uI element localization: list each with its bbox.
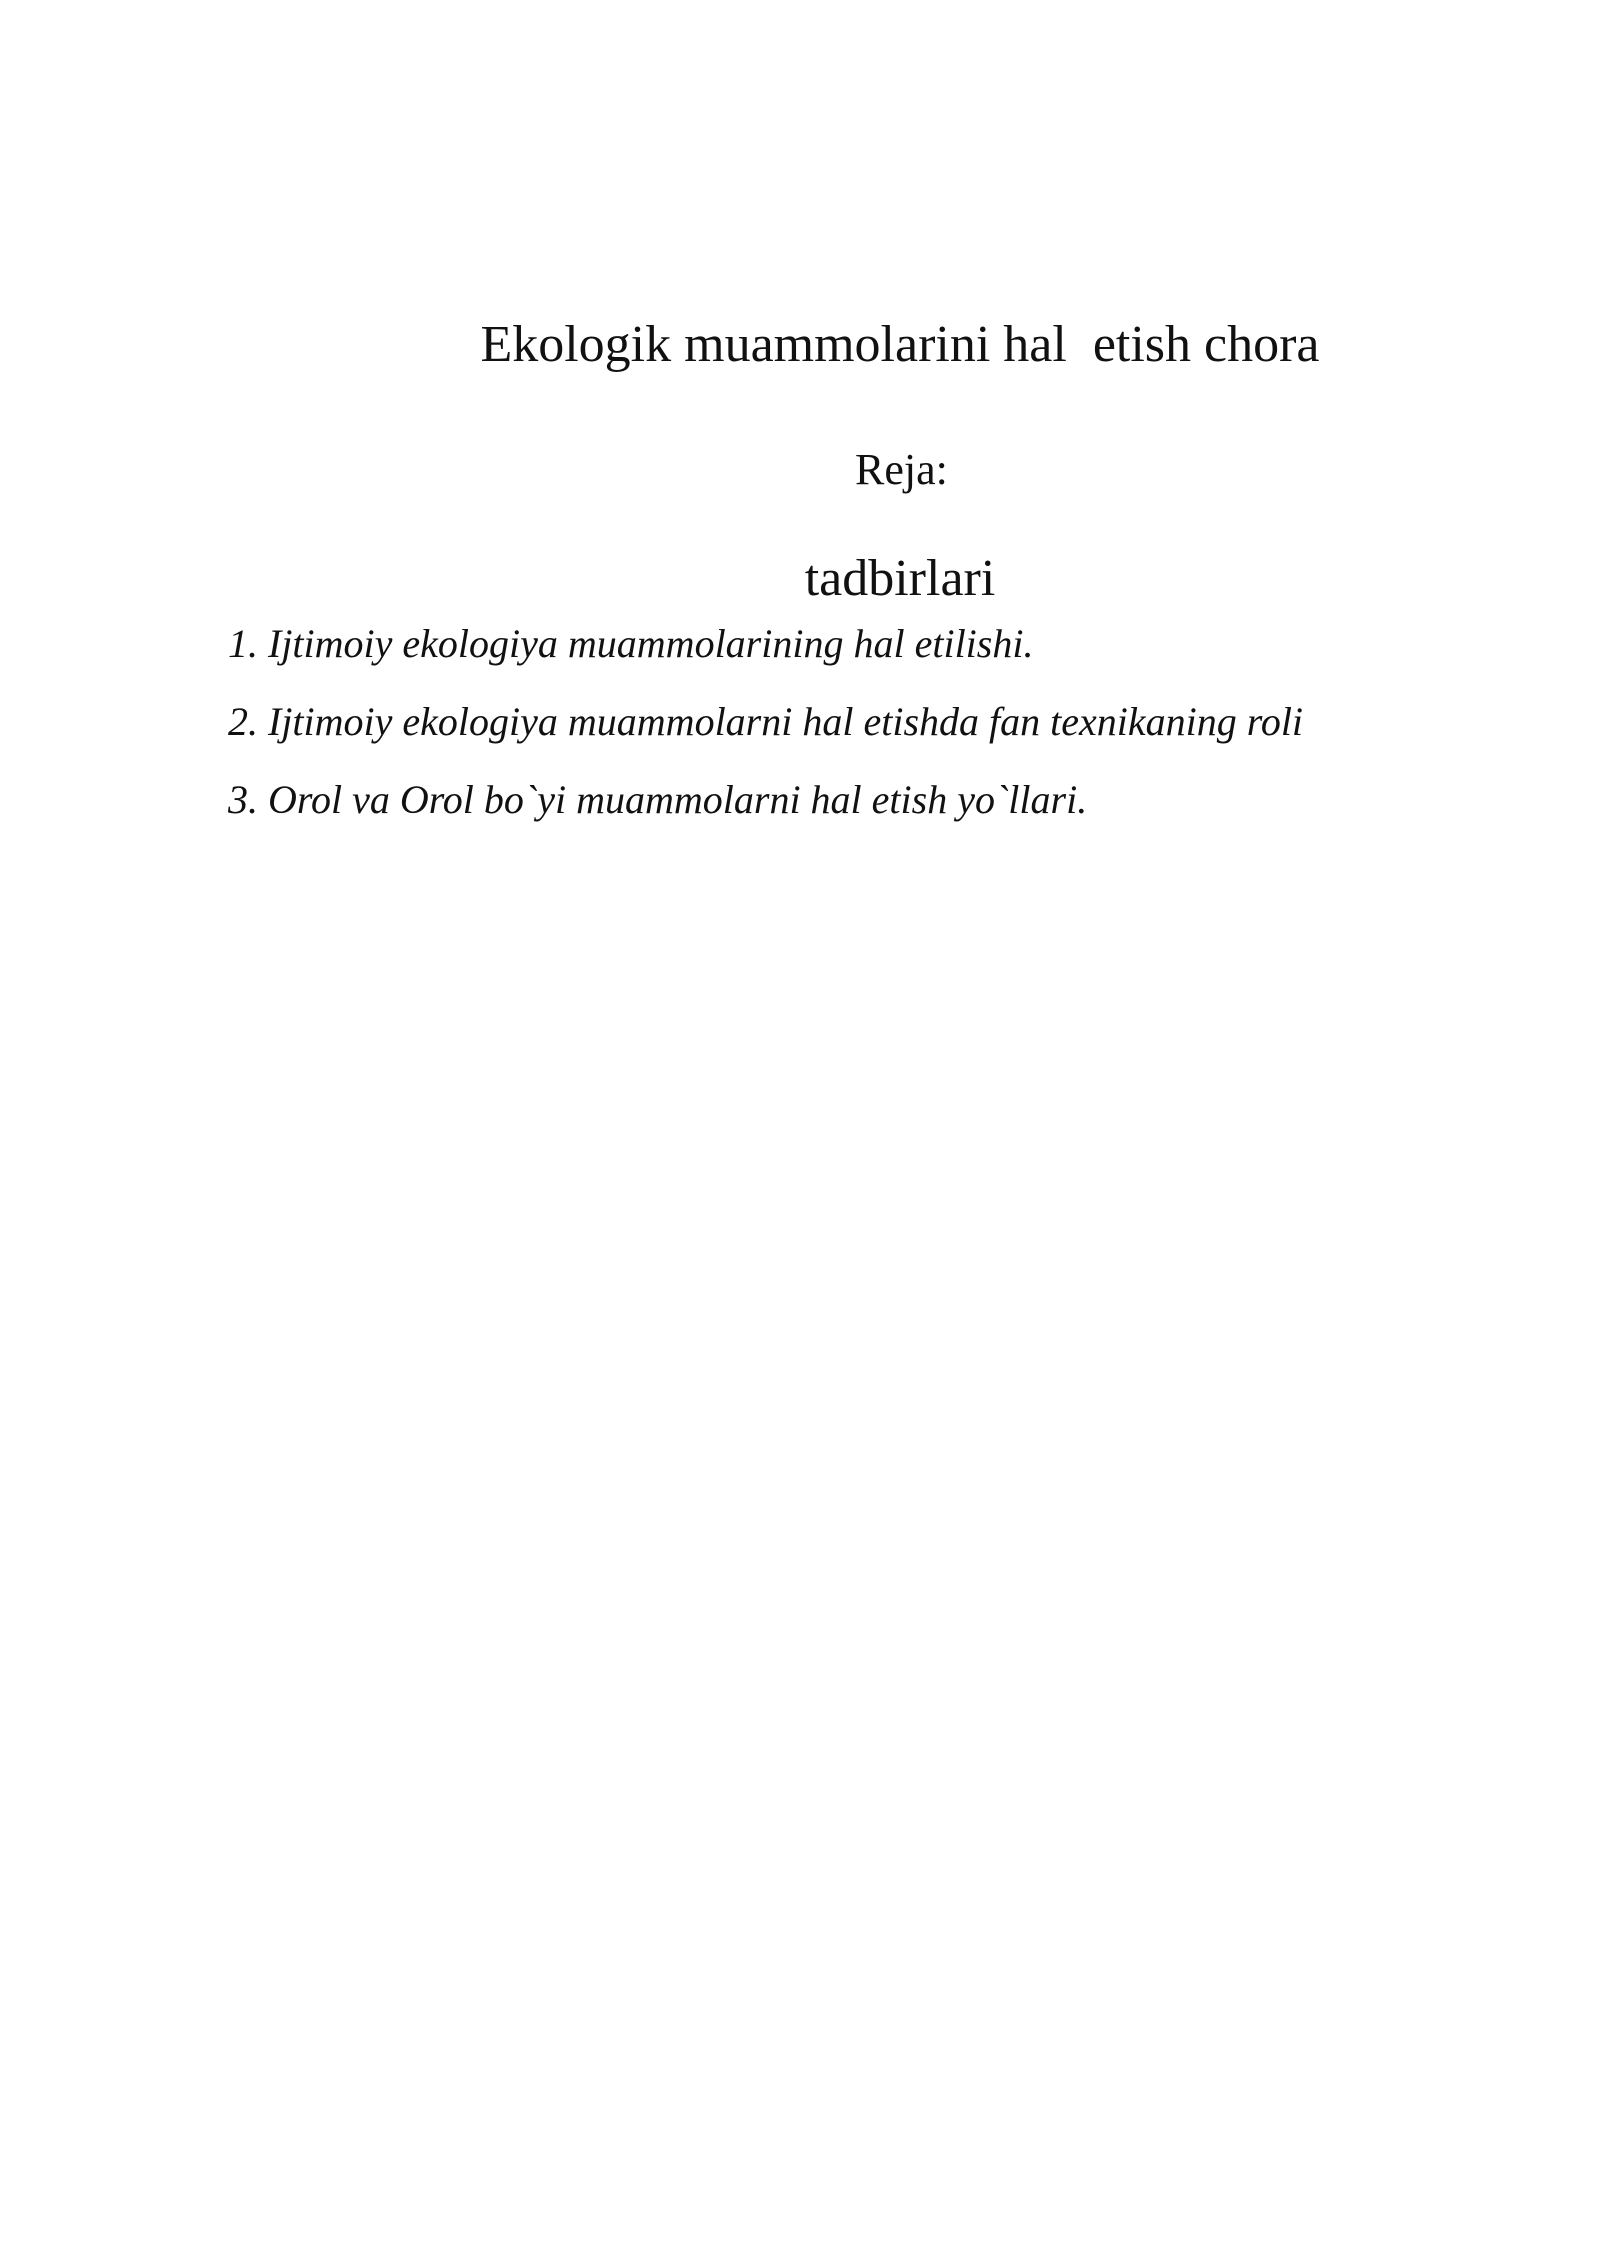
- plan-item-2: 2. Ijtimoiy ekologiya muammolarni hal etishda fan texnikaning roli: [228, 699, 1304, 744]
- plan-item-1: 1. Ijtimoiy ekologiya muammolarining hal etilishi.: [228, 621, 1034, 666]
- page-title-line-2: tadbirlari: [804, 550, 996, 607]
- plan-item-3: 3. Orol va Orol bo`yi muammolarni hal etish yo`llari.: [228, 777, 1088, 822]
- plan-list: [228, 605, 1303, 839]
- plan-heading: Reja:: [855, 445, 948, 494]
- page-title-line-1: Ekologik muammolarini hal etish chora: [480, 316, 1320, 373]
